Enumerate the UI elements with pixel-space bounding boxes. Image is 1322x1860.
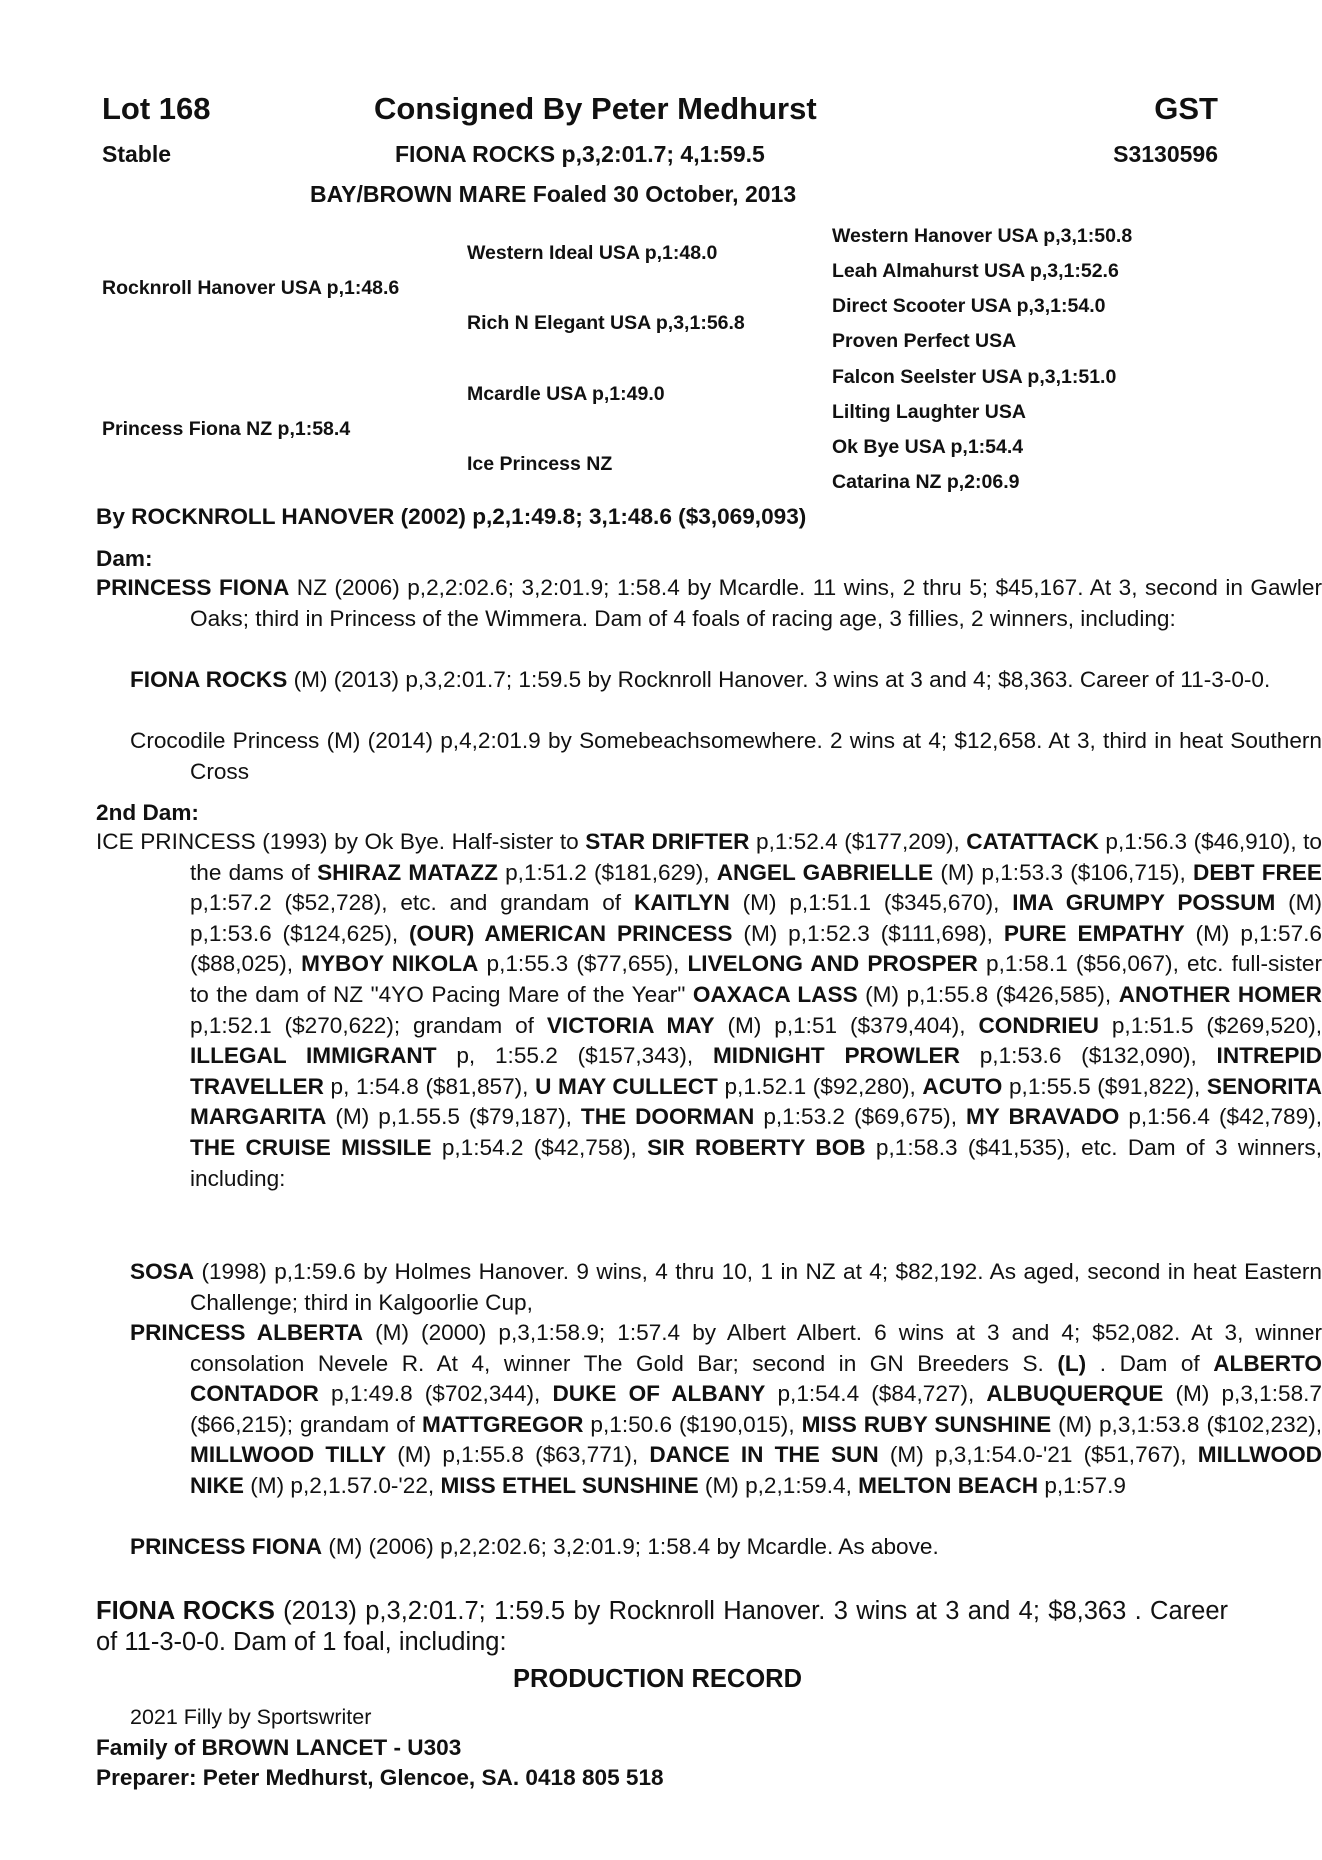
text-run: ICE PRINCESS (1993) by Ok Bye. Half-sister to xyxy=(96,829,586,854)
family-line: Family of BROWN LANCET - U303 xyxy=(96,1735,462,1760)
summary-details: (2013) p,3,2:01.7; 1:59.5 by Rocknroll Hanover. 3 wins at 3 and 4; $8,363 . Career of 11-3-0-0. Dam of 1 foal, including: xyxy=(96,1597,1228,1656)
consignor-title: Consigned By Peter Medhurst xyxy=(374,91,817,126)
horse-name: MIDNIGHT PROWLER xyxy=(712,1043,960,1069)
text-run: p, 1:55.2 ($157,343), xyxy=(436,1043,713,1069)
text-run: (M) p,1:57.6 ($88,025), xyxy=(190,920,1322,977)
text-run: p,1:54.2 ($42,758), xyxy=(431,1134,648,1160)
horse-name: ALBUQUERQUE xyxy=(986,1381,1164,1407)
horse-id: S3130596 xyxy=(1113,141,1218,167)
text-run: p,1:52.1 ($270,622); grandam of xyxy=(190,1012,547,1038)
pedigree-g6: Lilting Laughter USA xyxy=(832,401,1026,423)
gst-label: GST xyxy=(1154,91,1218,126)
second-dam-paragraph xyxy=(96,827,1322,1194)
text-run: p,1:56.3 ($46,910), to the dams of xyxy=(190,829,1322,885)
horse-name: ILLEGAL IMMIGRANT xyxy=(190,1043,437,1069)
pedigree-dam-sire: Mcardle USA p,1:49.0 xyxy=(467,383,665,405)
horse-name: OAXACA LASS xyxy=(692,981,858,1007)
text-run: (M) p,3,1:54.0-'21 ($51,767), xyxy=(878,1442,1198,1468)
horse-name: PURE EMPATHY xyxy=(1003,920,1185,946)
text-run: . Dam of xyxy=(1086,1350,1214,1376)
pedigree-dam: Princess Fiona NZ p,1:58.4 xyxy=(102,418,351,440)
horse-name: ANGEL GABRIELLE xyxy=(716,859,934,885)
pedigree-sire-dam: Rich N Elegant USA p,3,1:56.8 xyxy=(467,312,745,334)
horse-name: MATTGREGOR xyxy=(421,1411,584,1437)
horse-name: (OUR) AMERICAN PRINCESS xyxy=(409,920,733,946)
dam-name: PRINCESS FIONA xyxy=(96,575,290,600)
text-run: (M) p,1:53.3 ($106,715), xyxy=(933,859,1194,885)
stable-label: Stable xyxy=(102,141,172,167)
text-run: (M) p,1:51 ($379,404), xyxy=(714,1012,979,1038)
horse-name: ACUTO xyxy=(922,1073,1003,1099)
text-run: p,1:53.2 ($69,675), xyxy=(754,1104,966,1130)
horse-name: DANCE IN THE SUN xyxy=(649,1442,879,1468)
progeny-princess-fiona xyxy=(96,1532,1322,1563)
horse-name: VICTORIA MAY xyxy=(546,1012,715,1038)
pedigree-g7: Ok Bye USA p,1:54.4 xyxy=(832,436,1024,458)
progeny-details: (M) (2013) p,3,2:01.7; 1:59.5 by Rocknroll Hanover. 3 wins at 3 and 4; $8,363. Career of 11-3-0-0. xyxy=(287,667,1271,692)
horse-name: ALBERTO CONTADOR xyxy=(190,1350,1322,1407)
horse-name: MISS ETHEL SUNSHINE xyxy=(440,1472,699,1498)
horse-line: FIONA ROCKS p,3,2:01.7; 4,1:59.5 xyxy=(395,141,765,167)
text-run: (M) p,1:55.8 ($426,585), xyxy=(857,981,1119,1007)
horse-name: MISS RUBY SUNSHINE xyxy=(801,1411,1052,1437)
text-run: (M) (2000) p,3,1:58.9; 1:57.4 by Albert Albert. 6 wins at 3 and 4; $52,082. At 3, winner consolation Nevele R. At 4, winner The Gold Bar; second in GN Breeders S. xyxy=(190,1320,1322,1376)
progeny-name: PRINCESS FIONA xyxy=(130,1534,323,1559)
pedigree-sire-sire: Western Ideal USA p,1:48.0 xyxy=(467,242,718,264)
production-entry: 2021 Filly by Sportswriter xyxy=(130,1705,372,1729)
dam-details: NZ (2006) p,2,2:02.6; 3,2:01.9; 1:58.4 by Mcardle. 11 wins, 2 thru 5; $45,167. At 3, second in Gawler Oaks; third in Princess of the Wimmera. Dam of 4 foals of racing age, 3 fillies, 2 winners, including: xyxy=(190,575,1322,631)
text-run: p,1:54.4 ($84,727), xyxy=(765,1381,987,1407)
pedigree-dam-dam: Ice Princess NZ xyxy=(467,453,613,475)
horse-name: DUKE OF ALBANY xyxy=(552,1381,766,1407)
text-run: (M) p,1:55.8 ($63,771), xyxy=(386,1442,650,1468)
horse-name: THE DOORMAN xyxy=(580,1104,755,1130)
horse-name: MELTON BEACH xyxy=(858,1472,1039,1498)
horse-name: STAR DRIFTER xyxy=(585,829,750,854)
progeny-details: Crocodile Princess (M) (2014) p,4,2:01.9 by Somebeachsomewhere. 2 wins at 4; $12,658. At 3, third in heat Southern Cross xyxy=(130,728,1322,784)
text-run: p,1:52.4 ($177,209), xyxy=(749,829,967,854)
text-run: (M) p,1:53.6 ($124,625), xyxy=(190,890,1322,946)
summary-paragraph xyxy=(96,1596,1228,1658)
text-run: (M) p,1.55.5 ($79,187), xyxy=(326,1104,581,1130)
text-run: (M) p,1:52.3 ($111,698), xyxy=(732,920,1004,946)
text-run: p,1:57.9 xyxy=(1038,1472,1126,1498)
text-run: (M) p,2,1.57.0-'22, xyxy=(243,1472,441,1498)
progeny-name: SOSA xyxy=(130,1259,195,1284)
horse-name: U MAY CULLECT xyxy=(535,1073,718,1099)
text-run: (M) p,3,1:58.7 ($66,215); grandam of xyxy=(190,1381,1322,1437)
preparer-line: Preparer: Peter Medhurst, Glencoe, SA. 0418 805 518 xyxy=(96,1765,664,1790)
horse-name: INTREPID TRAVELLER xyxy=(190,1043,1322,1099)
horse-name: ANOTHER HOMER xyxy=(1118,981,1322,1007)
progeny-details: (M) (2006) p,2,2:02.6; 3,2:01.9; 1:58.4 by Mcardle. As above. xyxy=(322,1534,939,1559)
text-run: p,1:58.1 ($56,067), etc. full-sister to the dam of NZ "4YO Pacing Mare of the Year" xyxy=(190,951,1322,1007)
text-run: p, 1:54.8 ($81,857), xyxy=(323,1073,536,1099)
horse-name: IMA GRUMPY POSSUM xyxy=(1012,890,1276,916)
progeny-princess-alberta xyxy=(96,1318,1322,1502)
progeny-name: FIONA ROCKS xyxy=(130,667,288,692)
pedigree-g1: Western Hanover USA p,3,1:50.8 xyxy=(832,225,1133,247)
pedigree-g4: Proven Perfect USA xyxy=(832,330,1017,352)
text-run: (M) p,1:51.1 ($345,670), xyxy=(729,890,1013,916)
pedigree-g8: Catarina NZ p,2:06.9 xyxy=(832,471,1020,493)
horse-name: KAITLYN xyxy=(633,890,730,916)
text-run: p,1:50.6 ($190,015), xyxy=(583,1411,802,1437)
production-heading: PRODUCTION RECORD xyxy=(512,1665,802,1693)
progeny-crocodile-princess xyxy=(96,726,1322,787)
horse-name: DEBT FREE xyxy=(1193,859,1322,885)
horse-name: CATATTACK xyxy=(966,829,1099,854)
horse-name: SENORITA MARGARITA xyxy=(190,1073,1322,1130)
race-grade: (L) xyxy=(1057,1350,1087,1376)
progeny-fiona-rocks xyxy=(96,665,1322,696)
foaled-line: BAY/BROWN MARE Foaled 30 October, 2013 xyxy=(310,181,797,207)
horse-name: MILLWOOD TILLY xyxy=(190,1442,387,1468)
text-run: p,1:49.8 ($702,344), xyxy=(318,1381,553,1407)
pedigree-sire: Rocknroll Hanover USA p,1:48.6 xyxy=(102,277,400,299)
horse-name: CONDRIEU xyxy=(978,1012,1099,1038)
dam-label: Dam: xyxy=(96,546,153,571)
text-run: p,1:58.3 ($41,535), etc. Dam of 3 winners, including: xyxy=(190,1134,1322,1191)
horse-name: LIVELONG AND PROSPER xyxy=(687,951,978,977)
horse-name: MY BRAVADO xyxy=(965,1104,1120,1130)
text-run: p,1:57.2 ($52,728), etc. and grandam of xyxy=(190,890,634,916)
horse-name: SHIRAZ MATAZZ xyxy=(317,859,498,885)
horse-name: MILLWOOD NIKE xyxy=(190,1442,1322,1498)
horse-name: SIR ROBERTY BOB xyxy=(647,1134,866,1160)
lot-number: Lot 168 xyxy=(102,91,211,126)
horse-name: MYBOY NIKOLA xyxy=(301,951,479,977)
progeny-name: PRINCESS ALBERTA xyxy=(130,1320,364,1345)
text-run: p,1:56.4 ($42,789), xyxy=(1119,1104,1322,1130)
pedigree-g2: Leah Almahurst USA p,3,1:52.6 xyxy=(832,260,1119,282)
second-dam-label: 2nd Dam: xyxy=(96,800,199,825)
text-run: p,1:51.2 ($181,629), xyxy=(497,859,717,885)
text-run: p,1:55.3 ($77,655), xyxy=(478,951,688,977)
pedigree-g3: Direct Scooter USA p,3,1:54.0 xyxy=(832,295,1106,317)
progeny-details: (1998) p,1:59.6 by Holmes Hanover. 9 wins, 4 thru 10, 1 in NZ at 4; $82,192. As aged, second in heat Eastern Challenge; third in Kalgoorlie Cup, xyxy=(190,1259,1322,1315)
summary-name: FIONA ROCKS xyxy=(96,1597,275,1625)
text-run: p,1:51.5 ($269,520), xyxy=(1098,1012,1322,1038)
dam-paragraph xyxy=(96,573,1322,634)
progeny-sosa xyxy=(96,1257,1322,1318)
text-run: (M) p,2,1:59.4, xyxy=(698,1472,859,1498)
text-run: (M) p,3,1:53.8 ($102,232), xyxy=(1051,1411,1322,1437)
text-run: p,1.52.1 ($92,280), xyxy=(717,1073,923,1099)
pedigree-g5: Falcon Seelster USA p,3,1:51.0 xyxy=(832,366,1117,388)
horse-name: THE CRUISE MISSILE xyxy=(190,1134,432,1160)
text-run: p,1:53.6 ($132,090), xyxy=(959,1043,1217,1069)
text-run: p,1:55.5 ($91,822), xyxy=(1002,1073,1207,1099)
sire-by-line: By ROCKNROLL HANOVER (2002) p,2,1:49.8; 3,1:48.6 ($3,069,093) xyxy=(96,504,807,529)
